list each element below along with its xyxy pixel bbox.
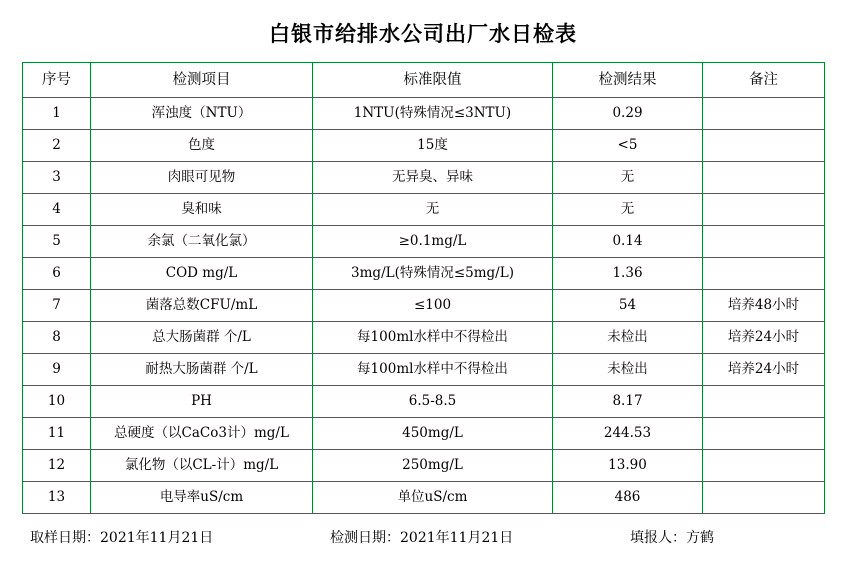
reporter: 填报人：方鹤: [630, 530, 714, 546]
cell-remark: [703, 418, 825, 450]
cell-remark: [703, 98, 825, 130]
cell-remark: [703, 130, 825, 162]
document-footer: [0, 527, 846, 547]
cell-item: COD mg/L: [91, 258, 313, 290]
cell-remark: [703, 482, 825, 514]
cell-result: <5: [553, 130, 703, 162]
cell-remark: 培养24小时: [703, 354, 825, 386]
cell-limit: ≤100: [313, 290, 553, 322]
cell-remark: [703, 258, 825, 290]
cell-limit: 250mg/L: [313, 450, 553, 482]
cell-item: 色度: [91, 130, 313, 162]
cell-limit: 6.5-8.5: [313, 386, 553, 418]
table-row: [23, 98, 825, 130]
cell-no: 11: [23, 418, 91, 450]
cell-remark: [703, 226, 825, 258]
cell-remark: [703, 194, 825, 226]
cell-remark: 培养48小时: [703, 290, 825, 322]
cell-result: 1.36: [553, 258, 703, 290]
table-header: [23, 63, 825, 98]
sample-date: 取样日期：2021年11月21日: [30, 530, 214, 546]
table-row: [23, 354, 825, 386]
cell-limit: ≥0.1mg/L: [313, 226, 553, 258]
cell-result: 0.14: [553, 226, 703, 258]
test-date: 检测日期：2021年11月21日: [330, 530, 514, 546]
cell-item: 总大肠菌群 个/L: [91, 322, 313, 354]
cell-result: 8.17: [553, 386, 703, 418]
cell-no: 1: [23, 98, 91, 130]
table-row: [23, 162, 825, 194]
cell-remark: [703, 386, 825, 418]
cell-no: 3: [23, 162, 91, 194]
cell-limit: 3mg/L(特殊情况≤5mg/L): [313, 258, 553, 290]
cell-remark: 培养24小时: [703, 322, 825, 354]
cell-no: 7: [23, 290, 91, 322]
cell-item: 总硬度（以CaCo3计）mg/L: [91, 418, 313, 450]
cell-item: 电导率uS/cm: [91, 482, 313, 514]
cell-limit: 无异臭、异味: [313, 162, 553, 194]
cell-item: 菌落总数CFU/mL: [91, 290, 313, 322]
cell-result: 54: [553, 290, 703, 322]
cell-item: 氯化物（以CL-计）mg/L: [91, 450, 313, 482]
cell-item: PH: [91, 386, 313, 418]
cell-limit: 15度: [313, 130, 553, 162]
cell-no: 13: [23, 482, 91, 514]
header-cell-item: 检测项目: [91, 63, 313, 98]
header-cell-remark: 备注: [703, 63, 825, 98]
cell-item: 肉眼可见物: [91, 162, 313, 194]
cell-result: 244.53: [553, 418, 703, 450]
cell-remark: [703, 162, 825, 194]
table-header-row: [23, 63, 825, 98]
table-row: [23, 418, 825, 450]
header-cell-limit: 标准限值: [313, 63, 553, 98]
cell-item: 臭和味: [91, 194, 313, 226]
cell-result: 13.90: [553, 450, 703, 482]
cell-result: 486: [553, 482, 703, 514]
cell-limit: 450mg/L: [313, 418, 553, 450]
cell-remark: [703, 450, 825, 482]
cell-limit: 每100ml水样中不得检出: [313, 322, 553, 354]
cell-no: 2: [23, 130, 91, 162]
page-title: 白银市给排水公司出厂水日检表: [269, 21, 577, 46]
cell-item: 耐热大肠菌群 个/L: [91, 354, 313, 386]
cell-no: 12: [23, 450, 91, 482]
cell-limit: 每100ml水样中不得检出: [313, 354, 553, 386]
cell-no: 6: [23, 258, 91, 290]
cell-result: 无: [553, 194, 703, 226]
table-row: [23, 482, 825, 514]
table-container: [0, 62, 846, 514]
cell-result: 无: [553, 162, 703, 194]
cell-item: 余氯（二氧化氯）: [91, 226, 313, 258]
cell-result: 未检出: [553, 354, 703, 386]
table-row: [23, 226, 825, 258]
table-row: [23, 130, 825, 162]
cell-no: 10: [23, 386, 91, 418]
cell-item: 浑浊度（NTU）: [91, 98, 313, 130]
table-row: [23, 386, 825, 418]
table-row: [23, 450, 825, 482]
header-cell-no: 序号: [23, 63, 91, 98]
cell-no: 8: [23, 322, 91, 354]
table-row: [23, 290, 825, 322]
cell-result: 0.29: [553, 98, 703, 130]
cell-limit: 1NTU(特殊情况≤3NTU): [313, 98, 553, 130]
table-row: [23, 194, 825, 226]
cell-no: 5: [23, 226, 91, 258]
cell-limit: 无: [313, 194, 553, 226]
cell-limit: 单位uS/cm: [313, 482, 553, 514]
header-cell-result: 检测结果: [553, 63, 703, 98]
cell-no: 4: [23, 194, 91, 226]
table-row: [23, 322, 825, 354]
water-quality-table: [22, 62, 825, 514]
cell-no: 9: [23, 354, 91, 386]
table-body: [23, 98, 825, 514]
table-row: [23, 258, 825, 290]
cell-result: 未检出: [553, 322, 703, 354]
